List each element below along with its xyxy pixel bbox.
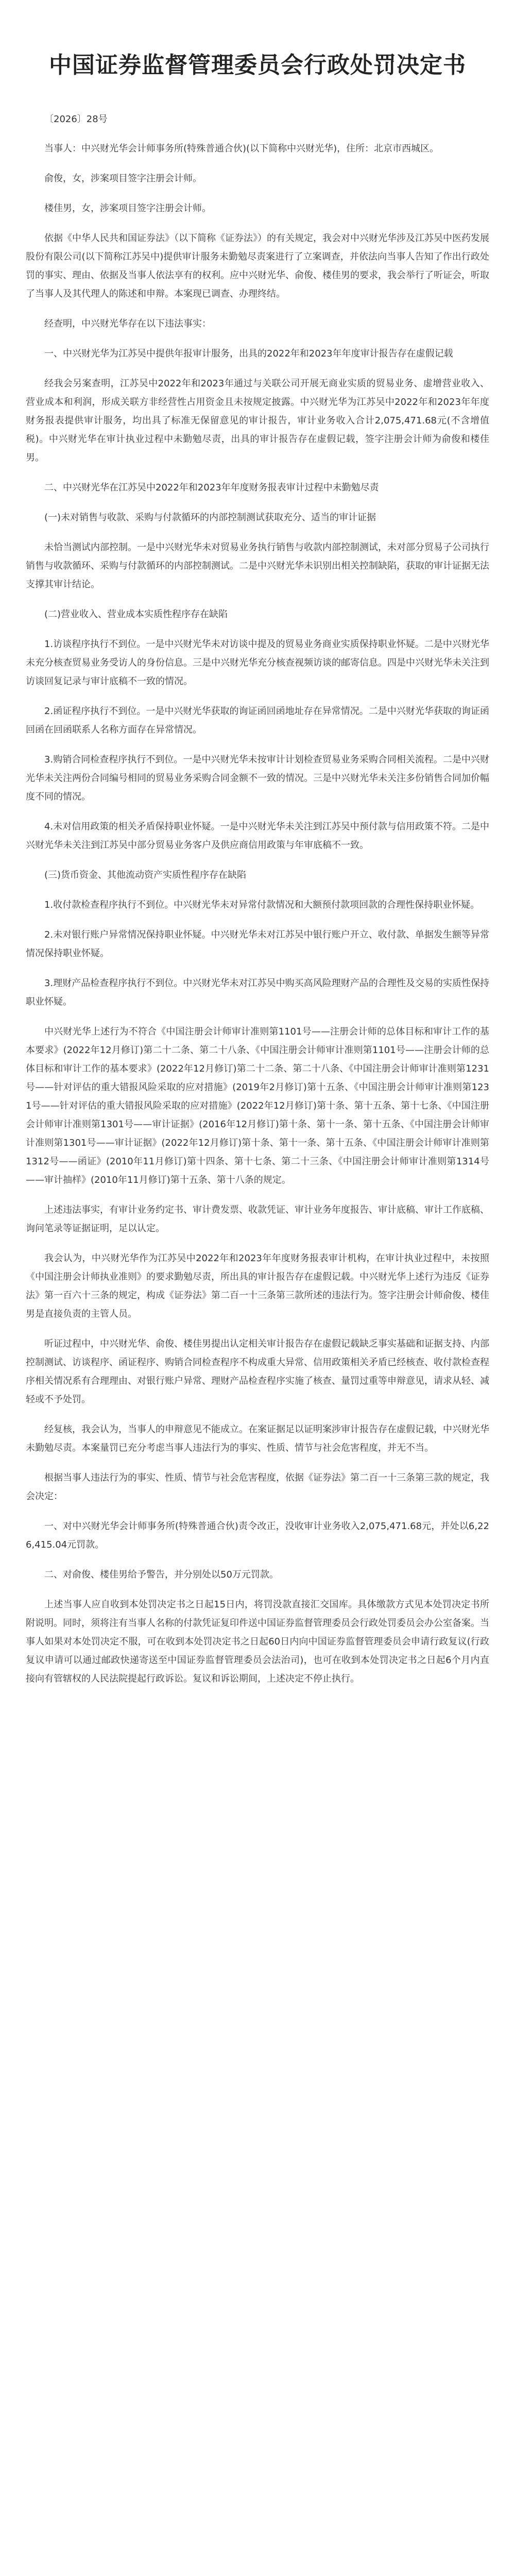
document-title: 中国证券监督管理委员会行政处罚决定书 <box>49 52 466 78</box>
paragraph-parties: 当事人：中兴财光华会计师事务所(特殊普通合伙)(以下简称中兴财光华)，住所：北京市西城区。 <box>44 143 439 154</box>
paragraph-party-loujianan: 楼佳男，女，涉案项目签字注册会计师。 <box>44 203 211 214</box>
document-body <box>26 140 489 1688</box>
paragraph-closing: 上述当事人应自收到本处罚决定书之日起15日内，将罚没款直接汇交国库。具体缴款方式见本处罚决定书所附说明。同时，须将注有当事人名称的付款凭证复印件送中国证券监督管理委员会行政处罚委员会办公室备案。当事人如果对本处罚决定不服，可在收到本处罚决定书之日起60日内向中国证券监督管理委员会申请行政复议(行政复议申请可以通过邮政快递寄送至中国证券监督管理委员会法治司)，也可在收到本处罚决定书之日起6个月内直接向有管辖权的人民法院提起行政诉讼。复议和诉讼期间，上述决定不停止执行。 <box>26 1599 489 1684</box>
paragraph-confirmations: 2.函证程序执行不到位。一是中兴财光华获取的询证函回函地址存在异常情况。二是中兴财光华获取的询证函回函在回函联系人名称方面存在异常情况。 <box>26 706 489 735</box>
paragraph-decision-intro: 根据当事人违法行为的事实、性质、情节与社会危害程度，依据《证券法》第二百一十三条第三款的规定，我会决定： <box>26 1472 489 1502</box>
paragraph-decision-2: 二、对俞俊、楼佳男给予警告，并分别处以50万元罚款。 <box>44 1569 279 1580</box>
subsection-heading-2-3: (三)货币资金、其他流动资产实质性程序存在缺陷 <box>44 870 247 880</box>
paragraph-facts-intro: 经查明，中兴财光华存在以下违法事实： <box>44 318 211 329</box>
document-number: 〔2026〕28号 <box>44 114 108 125</box>
paragraph-payments: 1.收付款检查程序执行不到位。中兴财光华未对异常付款情况和大额预付款项回款的合理性保持职业怀疑。 <box>44 900 480 910</box>
paragraph-evidence: 上述违法事实，有审计业务约定书、审计费发票、收款凭证、审计业务年度报告、审计底稿、审计工作底稿、询问笔录等证据证明，足以认定。 <box>26 1205 489 1234</box>
paragraph-wealth-products: 3.理财产品检查程序执行不到位。中兴财光华未对江苏吴中购买高风险理财产品的合理性及交易的实质性保持职业怀疑。 <box>26 978 489 1007</box>
paragraph-review: 经复核，我会认为，当事人的申辩意见不能成立。在案证据足以证明案涉审计报告存在虚假记载，中兴财光华未勤勉尽责。本案量罚已充分考虑当事人违法行为的事实、性质、情节与社会危害程度，并无不当。 <box>26 1424 489 1453</box>
section-heading-1: 一、中兴财光华为江苏吴中提供年报审计服务，出具的2022年和2023年年度审计报告存在虚假记载 <box>44 348 453 359</box>
paragraph-party-yujun: 俞俊，女，涉案项目签字注册会计师。 <box>44 173 202 184</box>
paragraph-internal-control: 未恰当测试内部控制。一是中兴财光华未对贸易业务执行销售与收款内部控制测试，未对部分贸易子公司执行销售与收款循环、采购与付款循环的内部控制测试。二是中兴财光华未识别出相关控制缺陷，获取的审计证据无法支撑其审计结论。 <box>26 542 489 590</box>
section-heading-2: 二、中兴财光华在江苏吴中2022年和2023年年度财务报表审计过程中未勤勉尽责 <box>44 482 379 493</box>
paragraph-interviews: 1.访谈程序执行不到位。一是中兴财光华未对访谈中提及的贸易业务商业实质保持职业怀疑。二是中兴财光华未充分核查贸易业务受访人的身份信息。三是中兴财光华充分核查视频访谈的邮寄信息。四是中兴财光华未关注到访谈回复记录与审计底稿不一致的情况。 <box>26 639 489 687</box>
paragraph-hearing: 听证过程中，中兴财光华、俞俊、楼佳男提出认定相关审计报告存在虚假记载缺乏事实基础和证据支持、内部控制测试、访谈程序、函证程序、购销合同检查程序不构成重大异常、信用政策相关矛盾已经核查、收付款检查程序相关情况系有合理理由、对银行账户异常、理财产品检查程序实施了核查、量罚过重等申辩意见，请求从轻、减轻或不予处罚。 <box>26 1338 489 1405</box>
subsection-heading-2-2: (二)营业收入、营业成本实质性程序存在缺陷 <box>44 609 228 620</box>
paragraph-bank-accounts: 2.未对银行账户异常情况保持职业怀疑。中兴财光华未对江苏吴中银行账户开立、收付款、单据发生额等异常情况保持职业怀疑。 <box>26 929 489 959</box>
paragraph-credit-policy: 4.未对信用政策的相关矛盾保持职业怀疑。一是中兴财光华未关注到江苏吴中预付款与信用政策不符。二是中兴财光华未关注到江苏吴中部分贸易业务客户及供应商信用政策与年审底稿不一致。 <box>26 821 489 851</box>
paragraph-commission-view: 我会认为，中兴财光华作为江苏吴中2022年和2023年年度财务报表审计机构，在审计执业过程中，未按照《中国注册会计师执业准则》的要求勤勉尽责，所出具的审计报告存在虚假记载。中兴财光华上述行为违反《证券法》第一百六十三条的规定，构成《证券法》第二百一十三条第三款所述的违法行为。签字注册会计师俞俊、楼佳男是直接负责的主管人员。 <box>26 1253 489 1319</box>
paragraph-contracts: 3.购销合同检查程序执行不到位。一是中兴财光华未按审计计划检查贸易业务采购合同相关流程。二是中兴财光华未关注两份合同编号相同的贸易业务采购合同金额不一致的情况。三是中兴财光华未关注多份销售合同加价幅度不同的情况。 <box>26 754 489 802</box>
paragraph-standards-violated: 中兴财光华上述行为不符合《中国注册会计师审计准则第1101号——注册会计师的总体目标和审计工作的基本要求》(2022年12月修订)第二十二条、第二十八条、《中国注册会计师审计准则第1101号——注册会计师的总体目标和审计工作的基本要求》(2022年12月修订)第二十二条、第二十八条、《中国注册会计师审计准则第1231号——针对评估的重大错报风险采取的应对措施》(2019年2月修订)第十五条、《中国注册会计师审计准则第1231号——针对评估的重大错报风险采取的应对措施》(2022年12月修订)第十条、第十五条、第十七条、《中国注册会计师审计准则第1301号——审计证据》(2016年12月修订)第十条、第十一条、第十五条、《中国注册会计师审计准则第1301号——审计证据》(2022年12月修订)第十条、第十一条、第十五条、《中国注册会计师审计准则第1312号——函证》(2010年11月修订)第十四条、第十七条、第二十三条、《中国注册会计师审计准则第1314号——审计抽样》(2010年11月修订)第十五条、第十八条的规定。 <box>26 1026 489 1185</box>
paragraph-decision-1: 一、对中兴财光华会计师事务所(特殊普通合伙)责令改正，没收审计业务收入2,075,471.68元，并处以6,226,415.04元罚款。 <box>26 1521 489 1550</box>
paragraph-facts-1: 经我会另案查明，江苏吴中2022年和2023年通过与关联公司开展无商业实质的贸易业务、虚增营业收入、营业成本和利润，形成关联方非经营性占用资金且未按规定披露。中兴财光华为江苏吴中2022年和2023年年度财务报表提供审计服务，均出具了标准无保留意见的审计报告，审计业务收入合计2,075,471.68元(不含增值税)。中兴财光华在审计执业过程中未勤勉尽责，出具的审计报告存在虚假记载，签字注册会计师为俞俊和楼佳男。 <box>26 378 489 463</box>
subsection-heading-2-1: (一)未对销售与收款、采购与付款循环的内部控制测试获取充分、适当的审计证据 <box>44 512 376 523</box>
paragraph-procedure: 依据《中华人民共和国证券法》（以下简称《证券法》）的有关规定，我会对中兴财光华涉及江苏吴中医药发展股份有限公司(以下简称江苏吴中)提供审计服务未勤勉尽责案进行了立案调查，并依法向当事人告知了作出行政处罚的事实、理由、依据及当事人依法享有的权利。应中兴财光华、俞俊、楼佳男的要求，我会举行了听证会，听取了当事人及其代理人的陈述和申辩。本案现已调查、办理终结。 <box>26 233 489 299</box>
